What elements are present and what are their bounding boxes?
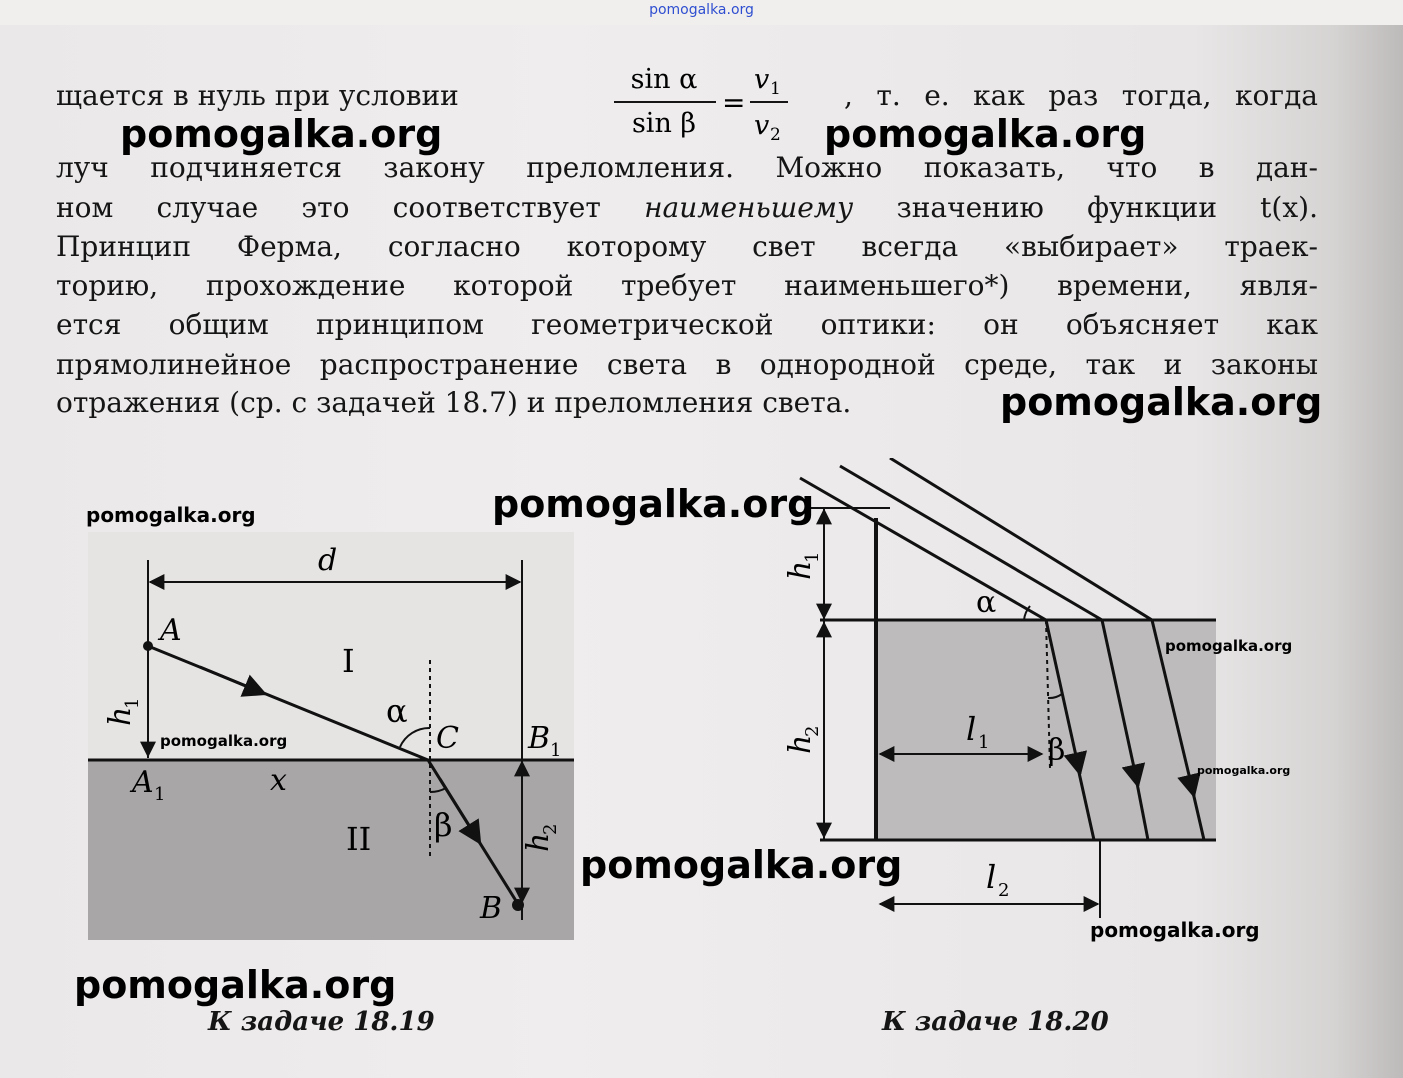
text-line-6: ется общим принципом геометрической оптики: он объясняет как [56,308,1318,341]
label-h1-sub: 1 [122,697,143,709]
figure-18-19 [0,500,600,970]
text-line-8: отражения (ср. с задачей 18.7) и преломления света. [56,386,852,419]
watermark-10: pomogalka.org [1090,918,1260,942]
line1-before: щается в нуль при условии [56,79,459,112]
top-watermark: pomogalka.org [649,2,754,18]
label-A: A [160,613,182,648]
label-h2-sub-2: 2 [802,725,823,737]
watermark-8: pomogalka.org [1197,764,1291,777]
watermark-6: pomogalka.org [1165,637,1293,655]
label-h2-group-2 [783,726,823,754]
label-A1: A [132,765,154,800]
frac-equals: = [722,86,746,119]
line1-after: , т. е. как раз тогда, когда [844,79,1318,112]
watermark-3: pomogalka.org [1000,380,1323,424]
label-d: d [318,543,338,578]
label-B1-sub: 1 [550,740,562,761]
label-l2-sub: 2 [998,880,1010,901]
label-beta: β [434,806,453,844]
text-line-7: прямолинейное распространение света в однородной среде, так и законы [56,348,1318,381]
watermark-5: pomogalka.org [86,503,256,527]
label-A1-sub: 1 [154,784,166,805]
watermark-9: pomogalka.org [580,843,903,887]
label-B: B [480,891,503,926]
label-l1-sub: 1 [978,732,990,753]
label-C: C [436,721,459,756]
watermark-4: pomogalka.org [492,482,815,526]
frac-v2-sub: 2 [770,125,781,142]
ray-3 [890,458,1152,620]
text-line-5: торию, прохождение которой требует наименьшего*) времени, явля- [56,269,1318,302]
frac-v1-letter: v [754,64,770,95]
label-alpha-2: α [976,585,997,620]
label-alpha: α [386,692,408,730]
label-h1: h [103,706,138,726]
watermark-1: pomogalka.org [120,112,443,156]
label-I: I [342,642,355,680]
frac-numerator: sin α [630,64,698,95]
label-l2: l [986,858,997,896]
label-l1: l [966,710,977,748]
ray-1 [800,478,1046,620]
label-h2-2: h [783,734,818,754]
label-x: x [270,763,287,798]
watermark-11: pomogalka.org [74,963,397,1007]
watermark-7: pomogalka.org [160,732,288,750]
point-A [143,641,153,651]
label-B1: B [528,721,551,756]
text-line-3: ном случае это соответствует наименьшему значению функции t(x). [56,191,1318,224]
emphasis-word: наименьшему [644,191,854,224]
caption-18-19: К задаче 18.19 [208,1007,435,1037]
fraction-formula [604,52,804,142]
label-beta-2: β [1048,733,1066,768]
frac-v2-letter: v [754,110,770,141]
point-B [512,899,524,911]
label-h1-sub-2: 1 [802,551,823,563]
caption-18-20: К задаче 18.20 [882,1007,1109,1037]
text-line-4: Принцип Ферма, согласно которому свет всегда «выбирает» траек- [56,230,1318,263]
label-h1-group-2 [783,552,823,580]
label-II: II [346,820,372,858]
text-line-2: луч подчиняется закону преломления. Можно показать, что в дан- [56,151,1318,184]
label-h2-sub: 2 [540,823,561,835]
frac-v1-sub: 1 [770,79,781,99]
label-h2: h [521,832,556,852]
label-h1-2: h [783,560,818,580]
ray-2 [840,466,1102,620]
frac-denominator: sin β [631,108,697,139]
watermark-2: pomogalka.org [824,112,1147,156]
